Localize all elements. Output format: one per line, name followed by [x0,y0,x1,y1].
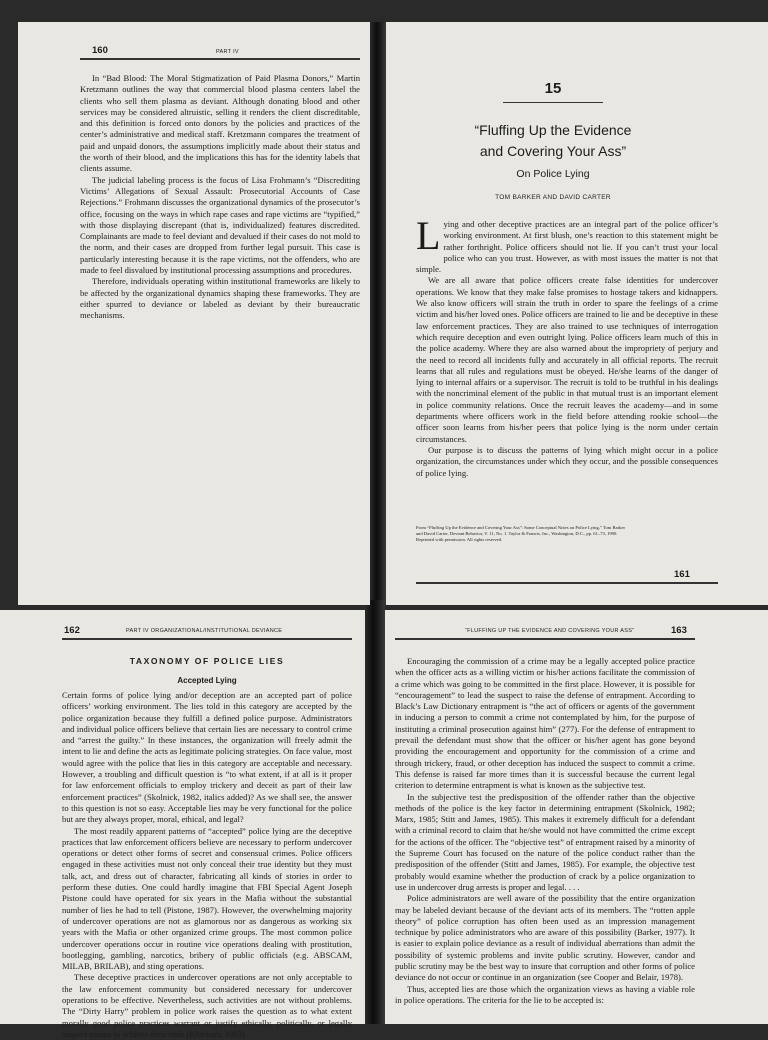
header-rule [395,638,695,640]
running-head: PART IV [216,49,239,55]
chapter-title [386,120,720,162]
page-number: 161 [674,569,690,580]
book-gutter-top [370,22,386,605]
paragraph: In “Bad Blood: The Moral Stigmatization of Paid Plasma Donors,” Martin Kretzmann outlines the way that commercial blood plasma centers label the clients who sell them plasma as deviant. Although donating blood and other services may be considered altruistic, selling it renders the client discreditable, and this definition is forced onto donors by the policies and practices of the center’s administrative and medical staff. Kretzmann compares the treatment of paid and unpaid donors, the assumptions implicitly made about their status and the worth of their blood, and the implications this has for the identity labels that clients assume. [80,73,360,174]
paragraph: Certain forms of police lying and/or deception are an accepted part of police officers’ working environment. The lies told in this category are accepted by the police organization because they fulfill a defined police purpose. Administrators and individual police officers believe that certain lies are necessary to control crime and “arrest the guilty.” In these instances, the organization will freely admit the intent to lie and define the acts as legitimate policing strategies. On face value, most would agree with the police that lies in this category are acceptable and necessary. However, a troubling and difficult question is “to what extent, if at all is it proper for law enforcement officials to employ trickery and deceit as part of their law enforcement practices” (Skolnick, 1982, italics added)? As we shall see, the answer to this question is not so easy. Acceptable lies may be very functional for the police but are they always proper, moral, ethical, and legal? [62,690,352,825]
chapter-title-line: and Covering Your Ass” [479,143,627,159]
page-161 [386,22,768,605]
paragraph: The judicial labeling process is the focus of Lisa Frohmann’s “Discrediting Victims’ Allegations of Sexual Assault: Prosecutorial Accounts of Case Rejections.” Frohmann discusses the organizational dynamics of the prosecutor’s office, focusing on the ways in which rape cases and rape victims are “typified,” with those displaying discrepant (that is, individualized) features discredited. Complainants are made to feel deviant and devalued if their cases do not mold to the norm, and their cases are dropped from further legal pursuit. This case is particularly interesting because it is the rape victims, not the offenders, who are made to feel disvalued by institutional processing assumptions and procedures. [80,174,360,276]
source-credit: From “Fluffing Up the Evidence and Covering Your Ass”: Some Conceptual Notes on Police Lying,” Tom Barker and David Carter, Deviant Behavior, V. 11, No. 1. Taylor & Francis, Inc., Washington, D.C., pp. 61–73, 1990. Reprinted with permission. All rights reserved. [416,525,626,543]
drop-cap: L [416,213,441,258]
body-text [395,656,695,1006]
page-162 [0,610,365,1039]
page-number: 163 [671,625,687,636]
section-heading: TAXONOMY OF POLICE LIES [129,656,285,666]
chapter-subtitle: On Police Lying [516,168,590,180]
chapter-authors: TOM BARKER AND DAVID CARTER [495,194,611,201]
paragraph: Thus, accepted lies are those which the organization views as having a viable role in police operations. The criteria for the lie to be accepted is: [395,983,695,1005]
page-160 [18,22,370,605]
running-head: PART IV ORGANIZATIONAL/INSTITUTIONAL DEVIANCE [126,628,283,634]
paragraph-text: ying and other deceptive practices are an integral part of the police officer’s working environment. At first blush, one’s reaction to this statement might be rather forthright. Police officers should not lie. If you can’t trust your local police who can you trust. However, as with most issues the matter is not that simple. [416,219,718,275]
running-head: “FLUFFING UP THE EVIDENCE AND COVERING YOUR ASS” [465,628,635,634]
chapter-rule [503,102,603,103]
header-rule [62,638,352,640]
paragraph [416,213,718,275]
paragraph: Police administrators are well aware of the possibility that the entire organization may be labeled deviant because of the deviant acts of its members. The “rotten apple theory” of police corruption has often been used as an impression management technique by police administrators who are aware of this possibility (Barker, 1977). It is easier to explain police deviance as a result of individual aberrations than admit the possibility of systemic problems and invite public scrutiny. However, candor and public scrutiny may be the best way to insure that corruption and other forms of police deviance do not occur or continue in an organization (see Cooper and Belair, 1978). [395,893,695,983]
header-rule [80,58,360,60]
page-163 [385,610,768,1024]
footer-rule [416,582,718,584]
paragraph: Therefore, individuals operating within institutional frameworks are likely to be affected by the organizational dynamics shaping these frameworks. They are either spurred to deviance or labeled as deviant by their bureaucratic mechanisms. [80,276,360,321]
paragraph: Our purpose is to discuss the patterns of lying which might occur in a police organization, the circumstances under which they occur, and the possible consequences of police lying. [416,444,718,478]
paragraph: Encouraging the commission of a crime may be a legally accepted police practice when the officer acts as a willing victim or his/her actions facilitate the commission of a crime which was going to be committed in the first place. However, it is possible for “encouragement” to lead the suspect to raise the defense of entrapment. According to Black’s Law Dictionary entrapment is “the act of officers or agents of the government in inducing a person to commit a crime not contemplated by him, for the purpose of instituting a criminal prosecution against him” (277). For the defense of entrapment to prevail the defendant must show that the officer or his/her agent has gone beyond providing the encouragement and opportunity for the commission of a crime and through trickery, fraud, or other deception has induced the suspect to commit a crime. This defense is raised far more times than it is successful because the current legal criterion to determine entrapment is what is known as the subjective test. [395,656,695,791]
page-number: 160 [92,45,108,56]
paragraph: In the subjective test the predisposition of the offender rather than the objective methods of the police is the key factor in determining entrapment (Skolnick, 1982; Marx, 1985; Stitt and James, 1985). This makes it extremely difficult for a defendant with a criminal record to claim that he/she would not have committed the crime except for the actions of the officer. The “objective test” of entrapment raised by a minority of the Supreme Court has focused on the nature of the police conduct rather than the predisposition of the offender (Stitt and James, 1985). For example, the objective test probably would examine whether the production of crack by a police organization to use in undercover drug arrests is proper and legal. . . . [395,791,695,892]
body-text [416,213,718,479]
body-text [80,73,360,322]
page-number: 162 [64,625,80,636]
chapter-number: 15 [544,80,562,97]
paragraph: These deceptive practices in undercover operations are not only acceptable to the law enforcement community but considered necessary for undercover operations to be effective. Nevertheless, such activities are not without problems. The “Dirty Harry” problem in police work raises the question as to what extent morally good police practices warrant or justify ethically, politically, or legally suspect means to achieve their ends (Klockars, 1983). [62,972,352,1039]
subsection-heading: Accepted Lying [177,676,237,685]
book-gutter-bottom [365,600,385,1024]
paragraph: We are all aware that police officers create false identities for undercover operations. We know that they make false promises to hostage takers and kidnappers. We also know officers will strain the truth in order to spare the feelings of a crime victim and his/her loved ones. Police officers are trained to lie and be deceptive in these law enforcement practices. They are also trained to use techniques of interrogation which require deception and even outright lying. Police officers learn much of this in the police academy. Where they are also warned about the impropriety of perjury and the need to record all incidents fully and accurately in all official reports. The recruit learns that all rules and regulations must be obeyed. He/she learns of the danger of lying to internal affairs or a supervisor. The recruit is told to be truthful in his dealings with the noncriminal element of the public in that mutual trust is an important element in police community relations. Once the recruit leaves the academy—and in some departments where officers work in the field before attending rookie school—the officer soon learns from his/her peers that police lying is the norm under certain circumstances. [416,275,718,444]
chapter-title-line: “Fluffing Up the Evidence [474,122,632,138]
paragraph: The most readily apparent patterns of “accepted” police lying are the deceptive practices that law enforcement officers believe are necessary to perform undercover operations or detect other forms of secret and consensual crimes. Police officers engaged in these activities must not only conceal their true identity but they must talk, act, and dress out of character, fabricating all kinds of stories in order to perform these duties. One could hardly imagine that FBI Special Agent Joseph Pistone could have operated for six years in the Mafia without the substantial number of lies he had to tell (Pistone, 1987). However, the overwhelming majority of undercover operations are not as glamorous nor as dangerous as working six years with the Mafia or other organized crime groups. The most common police undercover operations occur in routine vice operations dealing with prostitution, bootlegging, gambling, narcotics, bribery of public officials (e.g. ABSCAM, MILAB, BRILAB), and sting operations. [62,825,352,972]
body-text [62,690,352,1040]
